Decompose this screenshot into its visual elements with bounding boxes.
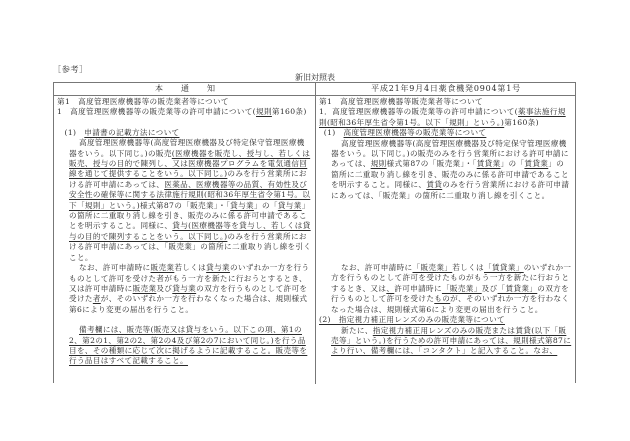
paragraph-2: なお、許可申請時に販売業若しくは貸与業のいずれか一方を行うものとして許可を受けた者がもう一方を新たに行おうとするとき、又は許可申請時に販売業及び貸与業の双方を行うものとして許可を受けた者が、そのいずれか一方を行わなくなった場合は、規則様式第6により変更の届出を行うこと。 [69, 263, 310, 314]
comparison-table [53, 82, 576, 383]
section-title: 第1 高度管理医療機器等販売業者等について [319, 97, 483, 106]
paragraph-2: なお、許可申請時に「販売業」若しくは「賃貸業」のいずれか一方を行うものとして許可を受けたものがもう一方を新たに行おうとするとき、又は、許可申請時に「販売業」及び「賃貸業」の双方を行うものとして許可を受けたものが、そのいずれか一方を行わなくなった場合は、規則様式第6により変更の届出を行うこと。 [331, 263, 572, 314]
paragraph-3: 備考欄には、販売等(販売又は貸与をいう。以下この項、第1の2、第2の1、第2の2、第2の4及び第2の7において同じ。)を行う品目を、その種類に応じて次に掲げるように記載すること。販売等を行う品目はすべて記載すること。 [69, 325, 308, 366]
comparison-table-caption: 新旧対照表 [295, 73, 335, 82]
reference-note-label: ［参考］ [53, 64, 88, 74]
old-notice-column [319, 97, 572, 357]
header-old-notice: 平成21年9月4日薬食機発0904第1号 [371, 84, 521, 93]
paragraph-1: 高度管理医療機器等(高度管理医療機器及び特定保守管理医療機器をいう。以下同じ。)の販売のみを行う営業所における許可申請にあっては、規則様式第87の「販売業」・「賃貸業」の「賃貸業」の箇所に二重取り消し線を引き、販売のみに係る許可申請であることを明示すること。同様に、賃貸のみを行う営業所における許可申請にあっては、「販売業」の箇所に二重取り消し線を引くこと。 [331, 138, 570, 200]
section-title: 第1 高度管理医療機器等の販売業者等について [57, 97, 229, 106]
paragraph-1: 高度管理医療機器等(高度管理医療機器及び特定保守管理医療機器をいう。以下同じ。)の販売(医療機器を販売し、授与し、若しくは販売、授与の目的で陳列し、又は医療機器プログラムを電気通信回線を通じて提供することをいう。以下同じ。)のみを行う営業所における許可申請にあっては、医薬品、医療機器等の品質、有効性及び安全性の確保等に関する法律施行規則(昭和36年厚生省令第1号。以下「規則」という。)様式第87の「販売業」・「貸与業」の「貸与業」の箇所に二重取り消し線を引き、販売のみに係る許可申請であることを明示すること。同様に、貸与(医療機器等を貸与し、若しくは貸与の目的で陳列することをいう。以下同じ。)のみを行う営業所における許可申請にあっては、「販売業」の箇所に二重取り消し線を引くこと。 [69, 138, 312, 262]
subitem-1-heading: (1) 高度管理医療機器等の販売業等について [323, 128, 487, 138]
item-1-heading: 1．高度管理医療機器等の販売業等の許可申請について(薬事法施行規則(昭和36年厚生省令第1号。以下「規則」という。)第160条) [319, 107, 566, 127]
item-1-heading: 1 高度管理医療機器等の販売業等の許可申請について(規則第160条) [57, 107, 307, 117]
column-divider [315, 83, 316, 384]
current-notice-column [57, 97, 312, 367]
subitem-1-heading: (1) 申請書の記載方法について [64, 127, 180, 137]
paragraph-3: 新たに、指定視力補正用レンズのみの販売または賃貸(以下「販売等」という。)を行うための許可申請にあっては、規則様式第87により行い、備考欄には、「コンタクト」と記入すること。なお、 [331, 325, 572, 356]
header-current-notice: 本通知 [155, 84, 233, 93]
subitem-2-heading: (2) 指定視力補正用レンズのみの販売業等について [319, 315, 505, 325]
